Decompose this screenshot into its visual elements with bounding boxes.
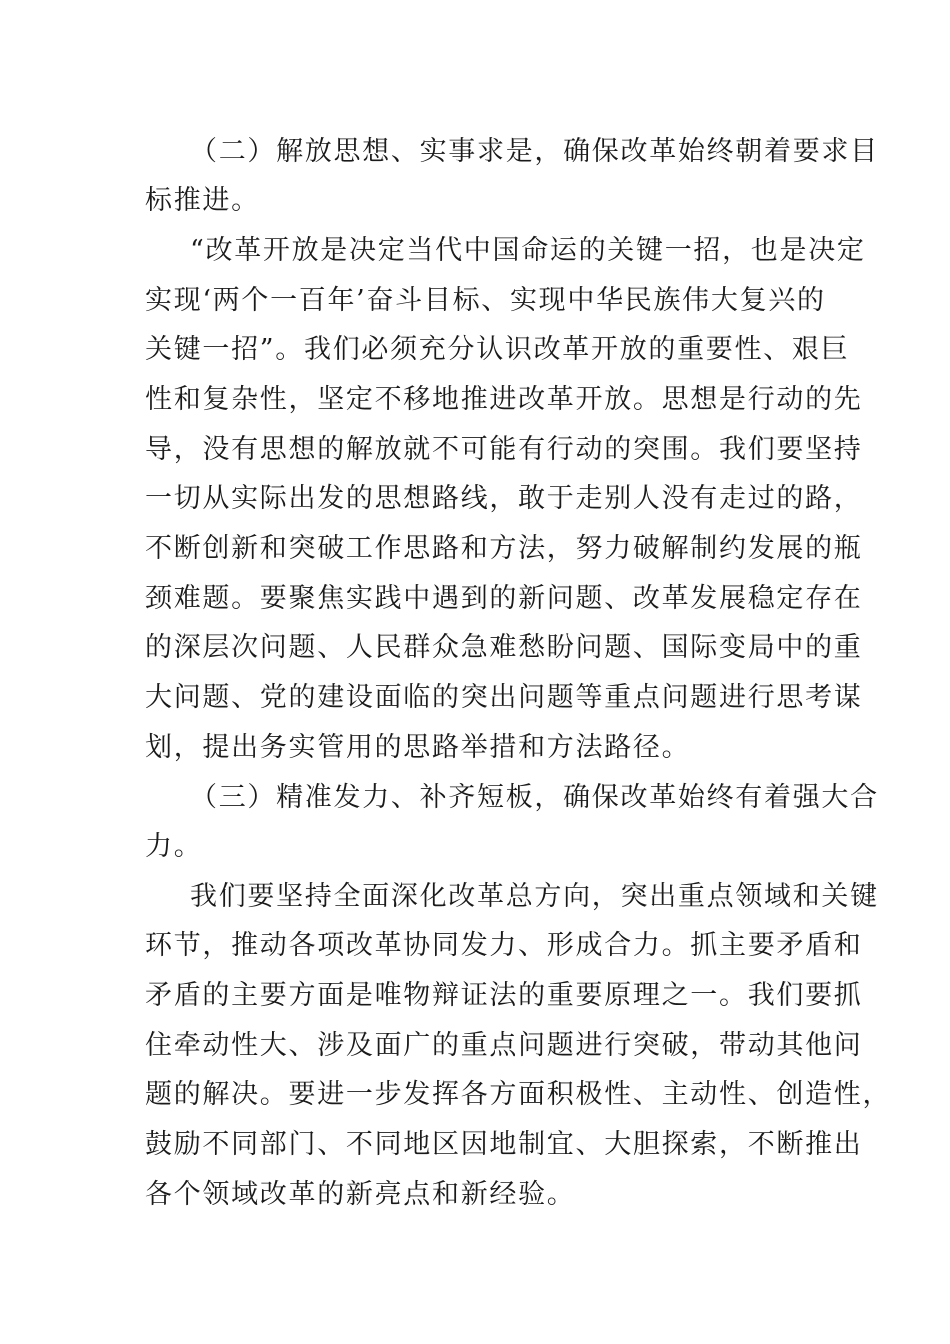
paragraph-2-line-6: 鼓励不同部门、不同地区因地制宜、大胆探索，不断推出 [145,1129,863,1160]
paragraph-1-line-6: 一切从实际出发的思想路线，敢于走别人没有走过的路， [145,483,863,514]
paragraph-1-line-5: 导，没有思想的解放就不可能有行动的突围。我们要坚持 [145,434,863,465]
paragraph-2-line-4: 住牵动性大、涉及面广的重点问题进行突破，带动其他问 [145,1030,863,1061]
section-3-heading-line-2: 力。 [145,831,203,862]
paragraph-1-line-8: 颈难题。要聚焦实践中遇到的新问题、改革发展稳定存在 [145,583,863,614]
paragraph-2-line-1: 我们要坚持全面深化改革总方向，突出重点领域和关键 [190,881,879,912]
paragraph-2-line-5: 题的解决。要进一步发挥各方面积极性、主动性、创造性， [145,1079,892,1110]
paragraph-1-line-9: 的深层次问题、人民群众急难愁盼问题、国际变局中的重 [145,632,863,663]
paragraph-2-line-7: 各个领域改革的新亮点和新经验。 [145,1179,576,1210]
paragraph-2-line-3: 矛盾的主要方面是唯物辩证法的重要原理之一。我们要抓 [145,980,863,1011]
section-2-heading-line-1: （二）解放思想、实事求是，确保改革始终朝着要求目 [190,136,879,167]
section-3-heading-line-1: （三）精准发力、补齐短板，确保改革始终有着强大合 [190,782,879,813]
paragraph-1-line-10: 大问题、党的建设面临的突出问题等重点问题进行思考谋 [145,682,863,713]
paragraph-1-line-4: 性和复杂性，坚定不移地推进改革开放。思想是行动的先 [145,384,863,415]
paragraph-2-line-2: 环节，推动各项改革协同发力、形成合力。抓主要矛盾和 [145,930,863,961]
section-2-heading-line-2: 标推进。 [145,185,260,216]
paragraph-1-line-2: 实现‘两个一百年’奋斗目标、实现中华民族伟大复兴的 [145,285,826,316]
paragraph-1-line-1: “改革开放是决定当代中国命运的关键一招，也是决定 [190,235,866,266]
paragraph-1-line-3: 关键一招”。我们必须充分认识改革开放的重要性、艰巨 [145,334,850,365]
paragraph-1-line-7: 不断创新和突破工作思路和方法，努力破解制约发展的瓶 [145,533,863,564]
paragraph-1-line-11: 划，提出务实管用的思路举措和方法路径。 [145,732,691,763]
